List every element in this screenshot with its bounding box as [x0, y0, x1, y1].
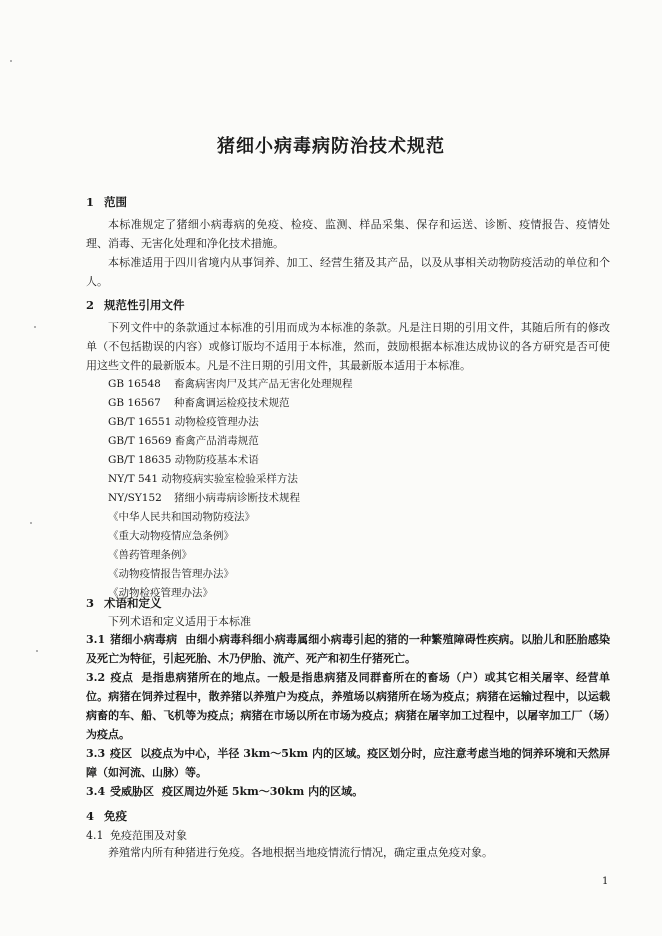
- scan-speck: [36, 650, 38, 652]
- law-reference: 《重大动物疫情应急条例》: [108, 530, 234, 542]
- section-title: 免疫: [104, 809, 127, 823]
- section-number: 3: [86, 596, 95, 610]
- document-title: 猪细小病毒病防治技术规范: [217, 136, 445, 157]
- reference-item: NY/T 541 动物疫病实验室检验采样方法: [108, 473, 298, 485]
- section-3-heading: [86, 595, 162, 611]
- section-title: 范围: [104, 195, 127, 209]
- term-definition: 3.3 疫区 以疫点为中心，半径 3km～5km 内的区域。疫区划分时，应注意考虑当地的饲养环境和天然屏障（如河流、山脉）等。: [86, 747, 610, 779]
- term-definition: 3.4 受威胁区 疫区周边外延 5km～30km 内的区域。: [86, 785, 364, 798]
- section-title: 术语和定义: [104, 596, 162, 610]
- reference-item: GB/T 18635 动物防疫基本术语: [108, 454, 259, 466]
- reference-item: NY/SY152 猪细小病毒病诊断技术规程: [108, 492, 300, 504]
- reference-item: GB/T 16569 畜禽产品消毒规范: [108, 435, 259, 447]
- subsection-4-1-heading: 4.1 免疫范围及对象: [86, 829, 187, 842]
- reference-item: GB 16548 畜禽病害肉尸及其产品无害化处理规程: [108, 378, 353, 390]
- section-4-1-text: 养殖常内所有种猪进行免疫。各地根据当地疫情流行情况，确定重点免疫对象。: [108, 846, 493, 859]
- scan-speck: [30, 522, 32, 524]
- section-number: 1: [86, 195, 95, 209]
- section-number: 4: [86, 809, 95, 823]
- section-1-heading: [86, 194, 127, 210]
- scan-speck: [34, 326, 36, 328]
- term-definition: 3.1 猪细小病毒病 由细小病毒科细小病毒属细小病毒引起的猪的一种繁殖障碍性疾病。以胎儿和胚胎感染及死亡为特征，引起死胎、木乃伊胎、流产、死产和初生仔猪死亡。: [86, 633, 611, 665]
- reference-item: GB 16567 种畜禽调运检疫技术规范: [108, 397, 290, 409]
- law-reference: 《动物疫情报告管理办法》: [108, 568, 234, 580]
- scan-speck: [10, 60, 12, 62]
- section-title: 规范性引用文件: [104, 298, 185, 312]
- law-reference: 《动物检疫管理办法》: [108, 587, 213, 599]
- section-3-intro: 下列术语和定义适用于本标准: [108, 615, 251, 628]
- page-number: 1: [602, 876, 609, 887]
- section-2-heading: [86, 297, 185, 313]
- section-number: 2: [86, 298, 95, 312]
- reference-item: GB/T 16551 动物检疫管理办法: [108, 416, 259, 428]
- section-1-paragraph-1: 本标准规定了猪细小病毒病的免疫、检疫、监测、样品采集、保存和运送、诊断、疫情报告、疫情处理、消毒、无害化处理和净化技术措施。: [86, 218, 610, 250]
- law-reference: 《兽药管理条例》: [108, 549, 192, 561]
- section-1-paragraph-2: 本标准适用于四川省境内从事饲养、加工、经营生猪及其产品，以及从事相关动物防疫活动的单位和个人。: [86, 256, 610, 288]
- section-4-heading: [86, 808, 127, 824]
- section-2-intro: 下列文件中的条款通过本标准的引用而成为本标准的条款。凡是注日期的引用文件，其随后所有的修改单（不包括勘误的内容）或修订版均不适用于本标准，然而，鼓励根据本标准达成协议的各方研究是否可使用这些文件的最新版本。凡是不注日期的引用文件，其最新版本适用于本标准。: [86, 321, 610, 372]
- term-definition: 3.2 疫点 是指患病猪所在的地点。一般是指患病猪及同群畜所在的畜场（户）或其它相关屠宰、经营单位。病猪在饲养过程中，散养猪以养殖户为疫点，养殖场以病猪所在场为疫点；病猪在运输过程中，以运载病畜的车、船、飞机等为疫点；病猪在市场以所在市场为疫点；病猪在屠宰加工过程中，以屠宰加工厂（场）为疫点。: [86, 671, 610, 741]
- law-reference: 《中华人民共和国动物防疫法》: [108, 511, 255, 523]
